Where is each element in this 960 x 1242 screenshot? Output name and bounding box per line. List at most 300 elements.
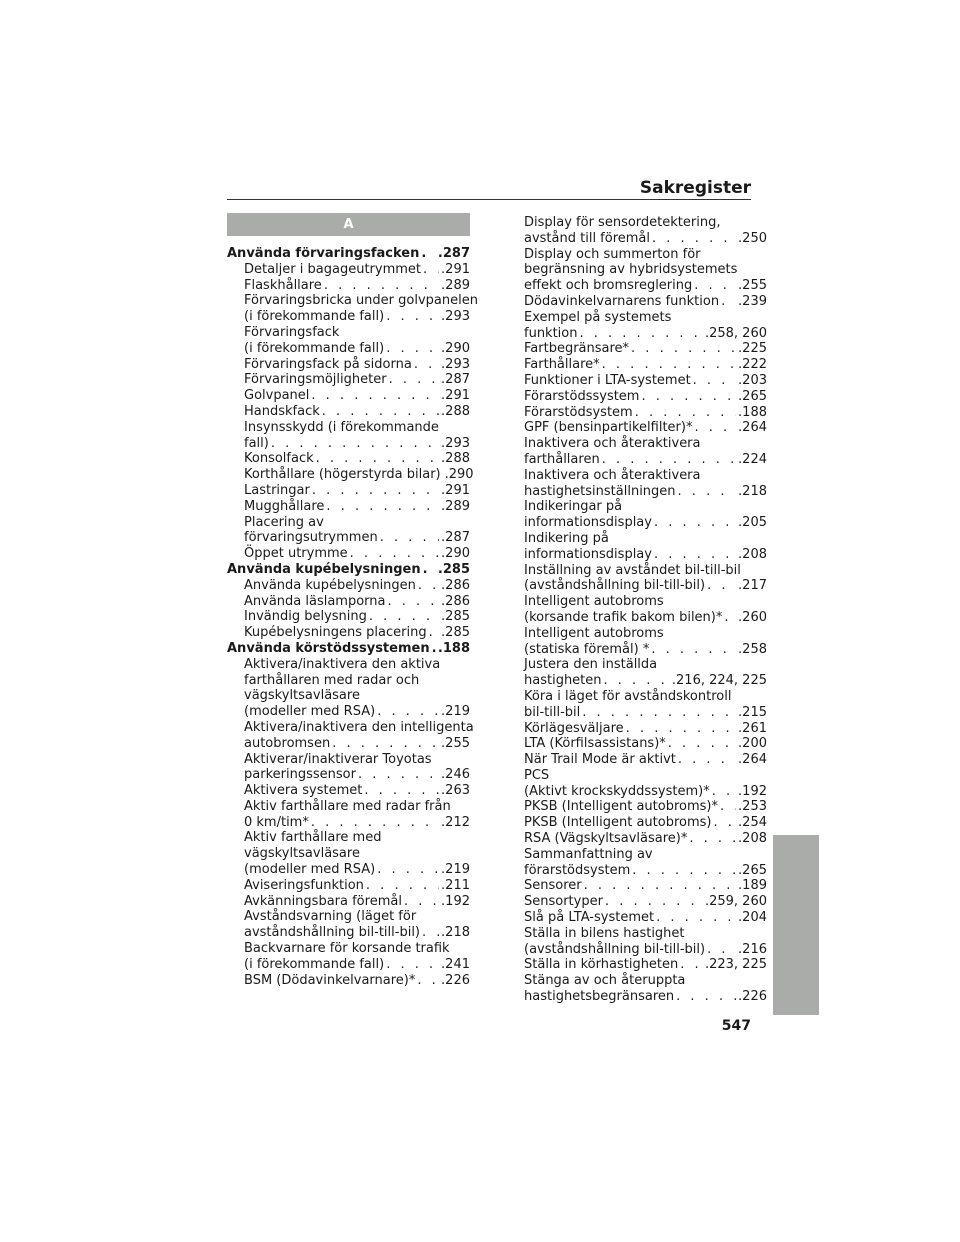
index-entry-page: .289 [441, 277, 470, 293]
index-entry [227, 420, 470, 436]
index-entry-term: Använda körstödssystemen [227, 640, 430, 656]
index-entry-leader [694, 420, 736, 436]
index-entry-leader [678, 752, 736, 768]
index-entry [227, 594, 470, 610]
index-entry [524, 531, 767, 547]
index-entry-page: .246 [441, 767, 470, 783]
index-entry-term: hastighetsbegränsaren [524, 989, 675, 1005]
index-entry-leader [582, 705, 736, 721]
index-entry-term: Konsolfack [244, 451, 314, 467]
index-entry [227, 451, 470, 467]
index-entry-term: Använda läslamporna [244, 593, 386, 609]
index-entry-term: (modeller med RSA) [244, 704, 376, 720]
index-entry-leader [322, 404, 439, 420]
index-entry-leader [654, 547, 736, 563]
index-entry-term: LTA (Körfilsassistans)* [524, 736, 666, 752]
index-entry-page: .286 [441, 593, 470, 609]
index-entry-term: Mugghållare [244, 498, 325, 514]
index-entry-page: .219 [441, 704, 470, 720]
index-entry-leader [632, 863, 736, 879]
index-entry-page: .290 [441, 340, 470, 356]
index-entry-leader [364, 783, 439, 799]
index-entry [227, 641, 470, 657]
index-entry-page: .285 [437, 561, 470, 577]
index-entry-leader [421, 246, 436, 262]
index-entry-term: Golvpanel [244, 388, 310, 404]
index-entry-term: Kupébelysningens placering [244, 625, 427, 641]
index-entry-term: Display och summerton för [524, 246, 701, 262]
index-entry-leader [418, 578, 439, 594]
index-entry-term: BSM (Dödavinkelvarnare)* [244, 972, 416, 988]
index-entry [524, 326, 767, 342]
index-entry [524, 247, 767, 263]
index-entry-term: PCS [524, 767, 550, 783]
index-entry-leader [707, 578, 736, 594]
index-entry-leader [605, 894, 703, 910]
index-entry-term: Inaktivera och återaktivera [524, 467, 701, 483]
index-entry-leader [414, 357, 439, 373]
index-entry-leader [604, 673, 670, 689]
index-entry-term: (i förekommande fall) [244, 956, 385, 972]
index-entry [227, 309, 470, 325]
index-entry-page: .212 [441, 814, 470, 830]
index-entry-term: Sensortyper [524, 894, 603, 910]
index-entry-page: .290 [444, 467, 474, 483]
index-entry-page: .208 [738, 546, 767, 562]
index-entry-leader [324, 278, 439, 294]
index-entry-page: .226 [441, 972, 470, 988]
index-entry [524, 736, 767, 752]
index-entry-page: .224 [738, 451, 767, 467]
index-entry-page: .259, 260 [704, 894, 767, 910]
index-entry-leader [422, 925, 439, 941]
index-entry-term: Intelligent autobroms [524, 625, 664, 641]
index-entry [227, 515, 470, 531]
index-entry-term: (statiska föremål) * [524, 641, 650, 657]
index-entry [524, 499, 767, 515]
index-entry [524, 515, 767, 531]
index-entry [524, 405, 767, 421]
index-entry [524, 373, 767, 389]
index-entry-leader [680, 957, 703, 973]
index-entry [227, 799, 470, 815]
index-entry [524, 357, 767, 373]
index-entry-page: .290 [441, 546, 470, 562]
index-entry-term: Aktiv farthållare med [244, 830, 382, 846]
index-entry-term: Aktivera/inaktivera den intelligenta [244, 719, 474, 735]
index-entry-term: hastigheten [524, 673, 602, 689]
index-entry-leader [386, 341, 439, 357]
index-entry [524, 626, 767, 642]
index-entry [524, 389, 767, 405]
index-entry-page: .204 [738, 910, 767, 926]
index-entry-term: Aktiv farthållare med radar från [244, 798, 451, 814]
index-entry [524, 294, 767, 310]
index-entry-term: Avståndsvarning (läget för [244, 909, 417, 925]
index-entry-term: Aktivera/inaktivera den aktiva [244, 656, 441, 672]
index-entry-page: .285 [441, 609, 470, 625]
index-entry-leader [651, 642, 736, 658]
index-entry [524, 847, 767, 863]
index-entry-page: .287 [437, 246, 470, 261]
index-entry [227, 973, 470, 989]
index-entry-term: Indikeringar på [524, 499, 623, 515]
index-entry-term: PKSB (Intelligent autobroms) [524, 815, 712, 831]
index-entry-page: .265 [738, 388, 767, 404]
index-entry-leader [326, 499, 439, 515]
index-entry-term: Dödavinkelvarnarens funktion [524, 293, 720, 309]
index-entry-term: vägskyltsavläsare [244, 688, 360, 704]
index-entry [227, 752, 470, 768]
index-entry [524, 705, 767, 721]
index-entry-page: .260 [738, 609, 767, 625]
index-entry [227, 562, 470, 578]
index-entry-page: .254 [738, 815, 767, 831]
index-entry [227, 783, 470, 799]
index-entry [227, 293, 478, 309]
index-entry [524, 673, 767, 689]
index-entry-page: .208 [738, 831, 767, 847]
index-entry [524, 926, 767, 942]
index-entry-page: .192 [441, 893, 470, 909]
index-entry-term: (i förekommande fall) [244, 340, 385, 356]
index-entry-leader [724, 610, 736, 626]
index-entry-page: .255 [441, 735, 470, 751]
index-entry [524, 341, 767, 357]
index-entry [227, 657, 470, 673]
index-entry-leader [693, 373, 736, 389]
index-entry [227, 246, 470, 262]
index-entry-page: .219 [441, 862, 470, 878]
index-entry-term: farthållaren [524, 451, 600, 467]
index-entry-term: effekt och bromsreglering [524, 278, 693, 294]
index-entry-leader [584, 878, 736, 894]
index-entry [227, 673, 470, 689]
index-entry [227, 436, 470, 452]
index-entry [227, 578, 470, 594]
index-entry [227, 530, 470, 546]
index-entry-leader [350, 546, 439, 562]
index-entry-term: Sensorer [524, 878, 582, 894]
index-entry-page: .261 [738, 720, 767, 736]
index-entry-leader [423, 562, 436, 578]
index-entry [227, 957, 470, 973]
index-entry [227, 262, 470, 278]
index-entry-term: Köra i läget för avståndskontroll [524, 688, 732, 704]
index-entry-page: .285 [441, 625, 470, 641]
index-entry-leader [432, 641, 436, 657]
index-entry-page: .216 [738, 941, 767, 957]
index-entry-term: Korthållare (högerstyrda bilar) [244, 467, 441, 483]
index-entry-page: .218 [441, 925, 470, 941]
index-entry [524, 863, 767, 879]
index-entry-term: (avståndshållning bil-till-bil) [524, 578, 706, 594]
index-entry-term: Använda förvaringsfacken [227, 246, 420, 261]
index-entry [227, 830, 470, 846]
index-entry-term: Backvarnare för korsande trafik [244, 941, 450, 957]
index-entry-page: .258 [738, 641, 767, 657]
index-entry-leader [311, 815, 439, 831]
index-entry [524, 957, 767, 973]
index-entry [524, 910, 767, 926]
index-entry-page: .286 [441, 577, 470, 593]
index-entry-term: avståndshållning bil-till-bil) [244, 925, 421, 941]
index-entry-term: parkeringssensor [244, 767, 356, 783]
index-entry-term: Avkänningsbara föremål [244, 893, 402, 909]
index-entry-term: vägskyltsavläsare [244, 846, 360, 862]
index-entry [524, 547, 767, 563]
index-entry [227, 341, 470, 357]
index-entry [524, 752, 767, 768]
index-entry-leader [271, 436, 439, 452]
index-entry-leader [377, 704, 439, 720]
index-entry [524, 878, 767, 894]
index-entry-page: .200 [738, 736, 767, 752]
index-entry-term: Lastringar [244, 482, 310, 498]
index-entry-term: begränsning av hybridsystemets [524, 262, 738, 278]
index-entry-page: .192 [738, 783, 767, 799]
index-entry [227, 499, 470, 515]
index-entry-leader [602, 357, 736, 373]
index-entry-leader [602, 452, 736, 468]
index-entry-leader [312, 483, 439, 499]
index-entry-leader [369, 609, 439, 625]
index-entry-term: När Trail Mode är aktivt [524, 752, 676, 768]
index-entry-page: .225 [738, 341, 767, 357]
index-entry-leader [389, 372, 439, 388]
index-entry-term: autobromsen [244, 735, 331, 751]
index-entry-term: Inaktivera och återaktivera [524, 436, 701, 452]
index-entry-leader [676, 989, 736, 1005]
index-entry [524, 594, 767, 610]
index-entry-page: .222 [738, 357, 767, 373]
index-entry-leader [358, 767, 439, 783]
page-number: 547 [721, 1018, 751, 1034]
index-entry-term: Förvaringsmöjligheter [244, 372, 387, 388]
index-entry-term: Förvaringsfack [244, 324, 340, 340]
index-entry-page: .218 [738, 483, 767, 499]
index-entry-page: .287 [441, 372, 470, 388]
index-entry-leader [656, 910, 736, 926]
index-entry-term: Insynsskydd (i förekommande [244, 419, 439, 435]
index-entry [524, 484, 767, 500]
index-column-right [524, 215, 767, 1005]
index-entry [524, 468, 767, 484]
index-entry-leader [694, 278, 736, 294]
index-entry [524, 989, 767, 1005]
index-entry-leader [654, 515, 736, 531]
index-entry-term: Sammanfattning av [524, 846, 653, 862]
index-entry [524, 721, 767, 737]
index-entry [524, 231, 767, 247]
index-entry-term: förarstödsystem [524, 862, 631, 878]
index-entry-leader [377, 862, 439, 878]
index-entry-term: hastighetsinställningen [524, 483, 676, 499]
index-entry-page: .293 [441, 356, 470, 372]
index-entry-leader [311, 388, 439, 404]
index-entry-leader [678, 484, 737, 500]
index-entry-term: GPF (bensinpartikelfilter)* [524, 420, 693, 436]
index-entry-term: Aktivera systemet [244, 783, 363, 799]
index-entry [227, 357, 470, 373]
index-entry-leader [626, 721, 736, 737]
index-entry-term: Öppet utrymme [244, 546, 348, 562]
index-entry-leader [631, 341, 736, 357]
index-entry-term: Justera den inställda [524, 657, 658, 673]
index-entry [227, 862, 470, 878]
index-entry [524, 563, 767, 579]
index-entry-page: .293 [441, 435, 470, 451]
index-entry-leader [652, 231, 736, 247]
index-entry-term: farthållaren med radar och [244, 672, 420, 688]
index-entry-page: .264 [738, 420, 767, 436]
index-entry-leader [404, 894, 439, 910]
index-entry-leader [316, 451, 439, 467]
index-entry-term: Indikering på [524, 530, 609, 546]
index-entry-leader [712, 784, 736, 800]
index-entry-term: Intelligent autobroms [524, 594, 664, 610]
index-entry-term: förvaringsutrymmen [244, 530, 378, 546]
page-title: Sakregister [639, 178, 751, 198]
index-entry-term: Display för sensordetektering, [524, 215, 721, 230]
index-entry [227, 467, 474, 483]
index-entry [227, 278, 470, 294]
index-entry-term: Flaskhållare [244, 277, 322, 293]
index-entry-page: .250 [738, 230, 767, 246]
index-entry-leader [388, 594, 440, 610]
index-entry-term: Invändig belysning [244, 609, 367, 625]
index-entry-leader [635, 405, 736, 421]
index-entry-term: Aktiverar/inaktiverar Toyotas [244, 751, 432, 767]
index-entry-term: avstånd till föremål [524, 230, 651, 246]
index-entry-page: .241 [441, 956, 470, 972]
index-entry-leader [668, 736, 736, 752]
index-entry [524, 278, 767, 294]
index-entry-leader [707, 942, 736, 958]
index-entry-page: .216, 224, 225 [671, 673, 767, 689]
index-entry-term: Inställning av avståndet bil-till-bil [524, 562, 741, 578]
index-entry-leader [423, 262, 439, 278]
index-entry-leader [380, 530, 439, 546]
index-entry [227, 325, 470, 341]
index-entry-leader [721, 294, 736, 310]
index-entry-term: Funktioner i LTA-systemet [524, 372, 691, 388]
index-entry [227, 609, 470, 625]
index-entry [524, 784, 767, 800]
index-entry-leader [429, 625, 439, 641]
index-entry [524, 310, 767, 326]
index-entry-page: .226 [738, 989, 767, 1005]
index-entry-term: informationsdisplay [524, 546, 652, 562]
index-entry-leader [580, 326, 703, 342]
index-entry-leader [641, 389, 736, 405]
index-entry [524, 799, 767, 815]
index-entry-page: .291 [441, 388, 470, 404]
index-entry-term: Farthållare* [524, 357, 600, 373]
index-entry-page: .291 [441, 261, 470, 277]
index-entry-page: .215 [738, 704, 767, 720]
index-entry [524, 420, 767, 436]
index-entry [227, 483, 470, 499]
index-entry-leader [714, 815, 737, 831]
index-entry-leader [386, 309, 439, 325]
index-entry-leader [332, 736, 439, 752]
index-entry-page: .265 [738, 862, 767, 878]
index-entry [227, 815, 470, 831]
index-entry [524, 262, 767, 278]
index-column-left [227, 246, 478, 988]
index-entry-term: Körlägesväljare [524, 720, 624, 736]
index-entry-term: Handskfack [244, 403, 320, 419]
index-entry [524, 452, 767, 468]
index-entry-term: informationsdisplay [524, 515, 652, 531]
index-entry-term: (Aktivt krockskyddssystem)* [524, 783, 710, 799]
index-entry-page: .217 [738, 578, 767, 594]
index-entry [524, 942, 767, 958]
index-entry-page: .258, 260 [704, 325, 767, 341]
index-entry-term: Använda kupébelysningen [244, 577, 416, 593]
index-entry-term: Förvaringsbricka under golvpanelen [244, 293, 478, 309]
index-entry [524, 973, 767, 989]
index-entry-page: .263 [441, 783, 470, 799]
index-entry [524, 642, 767, 658]
index-entry [227, 719, 474, 736]
index-entry-page: .189 [738, 878, 767, 894]
index-entry [227, 941, 470, 957]
index-entry-page: .188 [437, 640, 470, 656]
index-entry-term: Detaljer i bagageutrymmet [244, 261, 421, 277]
index-entry-term: Placering av [244, 514, 324, 530]
index-entry-page: .239 [738, 293, 767, 309]
index-entry [524, 215, 767, 231]
index-entry [227, 704, 470, 720]
index-entry-term: RSA (Vägskyltsavläsare)* [524, 831, 688, 847]
index-entry-page: .203 [738, 372, 767, 388]
section-tab [773, 835, 819, 1015]
header-rule [227, 199, 751, 200]
index-entry [524, 657, 767, 673]
index-entry [227, 767, 470, 783]
index-entry [227, 388, 470, 404]
index-entry-term: Exempel på systemets [524, 309, 672, 325]
index-entry [227, 372, 470, 388]
index-entry-term: Ställa in bilens hastighet [524, 925, 685, 941]
index-entry-page: .293 [441, 309, 470, 325]
index-entry [227, 878, 470, 894]
index-entry-leader [689, 831, 736, 847]
index-entry [227, 909, 470, 925]
index-entry-term: (avståndshållning bil-till-bil) [524, 941, 706, 957]
index-entry [227, 846, 470, 862]
section-letter-bar: A [227, 213, 470, 236]
index-entry [227, 404, 470, 420]
index-entry-term: (korsande trafik bakom bilen)* [524, 609, 723, 625]
index-entry-term: (i förekommande fall) [244, 309, 385, 325]
index-entry-term: 0 km/tim* [244, 814, 309, 830]
index-entry [227, 925, 470, 941]
index-entry-leader [720, 799, 736, 815]
index-entry [524, 689, 767, 705]
index-entry-page: .188 [738, 404, 767, 420]
index-entry-page: .211 [441, 877, 470, 893]
index-entry-page: .253 [738, 799, 767, 815]
index-entry [524, 894, 767, 910]
index-entry-term: bil-till-bil [524, 704, 581, 720]
index-entry-term: Använda kupébelysningen [227, 561, 421, 577]
index-entry [227, 894, 470, 910]
index-entry [227, 736, 470, 752]
index-entry-term: Aviseringsfunktion [244, 877, 364, 893]
